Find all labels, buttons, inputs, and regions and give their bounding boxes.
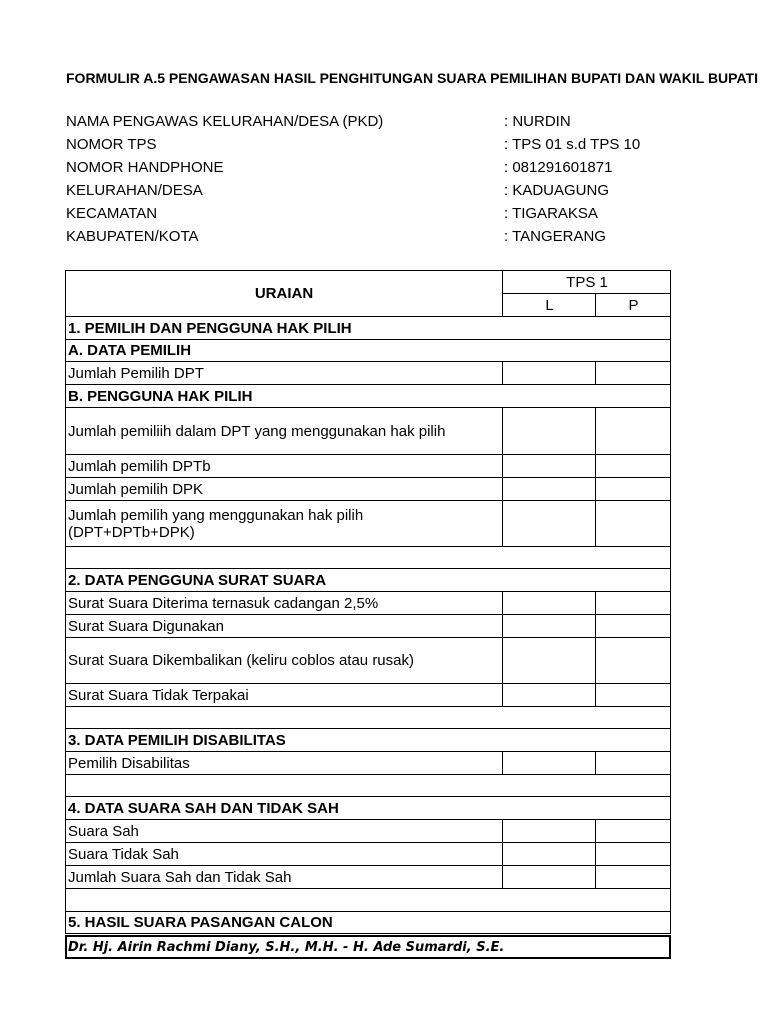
cell-l[interactable] xyxy=(502,501,596,546)
tps-header: TPS 1 xyxy=(502,271,671,294)
table-row xyxy=(65,638,671,684)
section-heading xyxy=(65,797,671,820)
subsection-heading xyxy=(65,340,671,362)
cell-l[interactable] xyxy=(502,684,596,706)
info-value: : TPS 01 s.d TPS 10 xyxy=(504,136,641,153)
cell-l[interactable] xyxy=(502,615,596,637)
row-label: Jumlah Pemilih DPT xyxy=(68,364,204,382)
cell-p[interactable] xyxy=(595,843,671,865)
section-heading xyxy=(65,317,671,340)
info-row-pkd xyxy=(66,110,666,133)
table-row xyxy=(65,866,671,889)
table-row xyxy=(65,820,671,843)
section-heading xyxy=(65,569,671,592)
info-label: KECAMATAN xyxy=(66,205,158,222)
col-l-header: L xyxy=(502,294,596,316)
uraian-header: URAIAN xyxy=(254,285,314,302)
cell-p[interactable] xyxy=(595,362,671,384)
cell-l[interactable] xyxy=(502,752,596,774)
table-row xyxy=(65,501,671,547)
info-value: : NURDIN xyxy=(504,113,571,130)
section-3-title: 3. DATA PEMILIH DISABILITAS xyxy=(68,731,286,749)
table-header xyxy=(65,270,671,317)
cell-l[interactable] xyxy=(502,866,596,888)
col-p-header: P xyxy=(595,294,671,316)
row-label: Surat Suara Dikembalikan (keliru coblos atau rusak) xyxy=(68,652,414,669)
cell-p[interactable] xyxy=(595,866,671,888)
info-row-kabupaten xyxy=(66,225,666,248)
cell-p[interactable] xyxy=(595,408,671,454)
section-heading xyxy=(65,912,671,934)
table-row xyxy=(65,362,671,385)
cell-p[interactable] xyxy=(595,478,671,500)
row-label: Suara Sah xyxy=(68,822,139,840)
info-value: : 081291601871 xyxy=(504,159,613,176)
section-2-title: 2. DATA PENGGUNA SURAT SUARA xyxy=(68,571,327,589)
section-heading xyxy=(65,729,671,752)
info-value: : TANGERANG xyxy=(504,228,606,245)
info-row-tps xyxy=(66,133,666,156)
info-row-phone xyxy=(66,156,666,179)
cell-p[interactable] xyxy=(595,752,671,774)
row-label: Surat Suara Tidak Terpakai xyxy=(68,686,249,704)
spacer-row xyxy=(65,547,671,569)
cell-l[interactable] xyxy=(502,478,596,500)
info-value: : TIGARAKSA xyxy=(504,205,598,222)
row-label: Suara Tidak Sah xyxy=(68,845,179,863)
info-row-kecamatan xyxy=(66,202,666,225)
info-label: NOMOR HANDPHONE xyxy=(66,159,224,176)
form-title: FORMULIR A.5 PENGAWASAN HASIL PENGHITUNGAN SUARA PEMILIHAN BUPATI DAN WAKIL BUPATI xyxy=(66,70,758,86)
cell-l[interactable] xyxy=(502,408,596,454)
row-label: Jumlah pemiliih dalam DPT yang menggunakan hak pilih xyxy=(68,422,446,440)
table-row xyxy=(65,843,671,866)
info-row-desa xyxy=(66,179,666,202)
candidate-pair: Dr. Hj. Airin Rachmi Diany, S.H., M.H. - H. Ade Sumardi, S.E. xyxy=(65,935,671,959)
cell-l[interactable] xyxy=(502,638,596,683)
cell-l[interactable] xyxy=(502,455,596,477)
cell-p[interactable] xyxy=(595,684,671,706)
cell-p[interactable] xyxy=(595,820,671,842)
cell-p[interactable] xyxy=(595,592,671,614)
spacer-row xyxy=(65,775,671,797)
info-label: KABUPATEN/KOTA xyxy=(66,228,199,245)
table-row xyxy=(65,478,671,501)
cell-p[interactable] xyxy=(595,501,671,546)
officer-info xyxy=(66,110,666,248)
table-row xyxy=(65,752,671,775)
info-label: NOMOR TPS xyxy=(66,136,157,153)
subsection-heading xyxy=(65,385,671,408)
section-4-title: 4. DATA SUARA SAH DAN TIDAK SAH xyxy=(68,799,339,817)
spacer-row xyxy=(65,707,671,729)
info-label: NAMA PENGAWAS KELURAHAN/DESA (PKD) xyxy=(66,113,384,130)
row-label: Surat Suara Diterima ternasuk cadangan 2,5% xyxy=(68,594,379,612)
cell-p[interactable] xyxy=(595,455,671,477)
row-label: Jumlah pemilih DPTb xyxy=(68,457,211,475)
section-5-title: 5. HASIL SUARA PASANGAN CALON xyxy=(68,914,333,931)
table-row xyxy=(65,455,671,478)
row-label: Surat Suara Digunakan xyxy=(68,617,224,635)
row-label: Jumlah pemilih DPK xyxy=(68,480,204,498)
cell-l[interactable] xyxy=(502,592,596,614)
table-row xyxy=(65,615,671,638)
row-label: Jumlah Suara Sah dan Tidak Sah xyxy=(68,868,292,886)
info-label: KELURAHAN/DESA xyxy=(66,182,203,199)
table-row xyxy=(65,684,671,707)
cell-p[interactable] xyxy=(595,638,671,683)
cell-l[interactable] xyxy=(502,362,596,384)
row-label: Jumlah pemilih yang menggunakan hak pilih (DPT+DPTb+DPK) xyxy=(68,506,364,541)
table-row xyxy=(65,592,671,615)
cell-l[interactable] xyxy=(502,843,596,865)
table-row xyxy=(65,408,671,455)
spacer-row xyxy=(65,889,671,912)
sub-a-title: A. DATA PEMILIH xyxy=(68,342,192,359)
sub-b-title: B. PENGGUNA HAK PILIH xyxy=(68,387,253,405)
row-label: Pemilih Disabilitas xyxy=(68,754,190,772)
results-table xyxy=(65,270,671,959)
cell-p[interactable] xyxy=(595,615,671,637)
section-1-title: 1. PEMILIH DAN PENGGUNA HAK PILIH xyxy=(68,319,352,337)
cell-l[interactable] xyxy=(502,820,596,842)
info-value: : KADUAGUNG xyxy=(504,182,610,199)
